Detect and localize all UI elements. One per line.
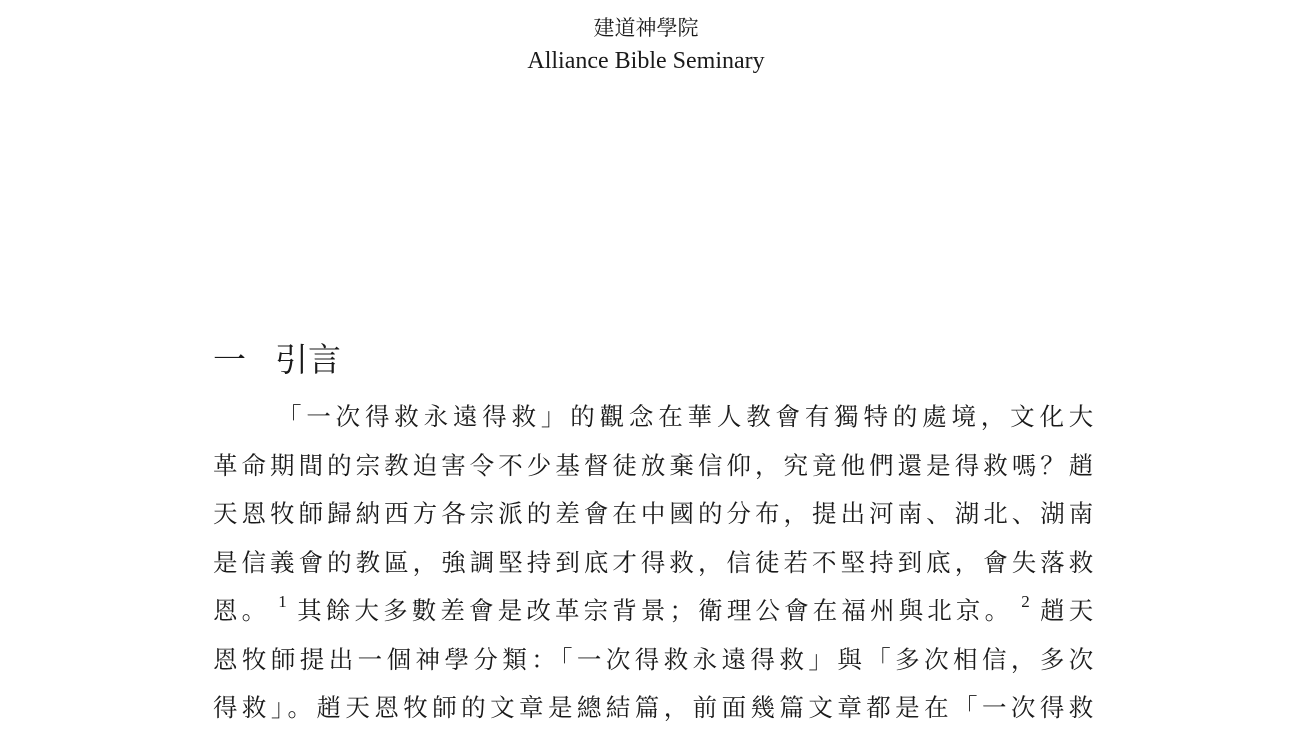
paragraph-line: 恩牧師提出一個神學分類：「一次得救永遠得救」與「多次相信，多次	[213, 644, 1095, 674]
paragraph-line: 革命期間的宗教迫害令不少基督徒放棄信仰，究竟他們還是得救嗎？趙	[213, 450, 1095, 480]
footnote-marker-2[interactable]: 2	[1021, 592, 1030, 611]
footnote-marker-1[interactable]: 1	[278, 592, 287, 611]
paragraph-line: 「一次得救永遠得救」的觀念在華人教會有獨特的處境，文化大	[277, 402, 1095, 431]
line-text: 恩。	[213, 596, 271, 625]
institution-name-chinese: 建道神學院	[593, 16, 699, 40]
institution-name-english: Alliance Bible Seminary	[527, 48, 765, 74]
section-number: 一	[213, 340, 246, 379]
paragraph-line: 是信義會的教區，強調堅持到底才得救，信徒若不堅持到底，會失落救	[213, 547, 1095, 577]
line-text: 趙天	[1037, 596, 1095, 625]
line-text: 其餘大多數差會是改革宗背景；衛理公會在福州與北京。	[294, 596, 1014, 625]
section-heading	[213, 338, 341, 382]
paragraph-line	[213, 587, 1095, 636]
body-paragraph	[213, 393, 1095, 733]
paragraph-line: 天恩牧師歸納西方各宗派的差會在中國的分布，提出河南、湖北、湖南	[213, 499, 1095, 528]
paragraph-line: 得救」。趙天恩牧師的文章是總結篇，前面幾篇文章都是在「一次得救	[213, 693, 1095, 722]
section-title: 引言	[275, 340, 341, 379]
